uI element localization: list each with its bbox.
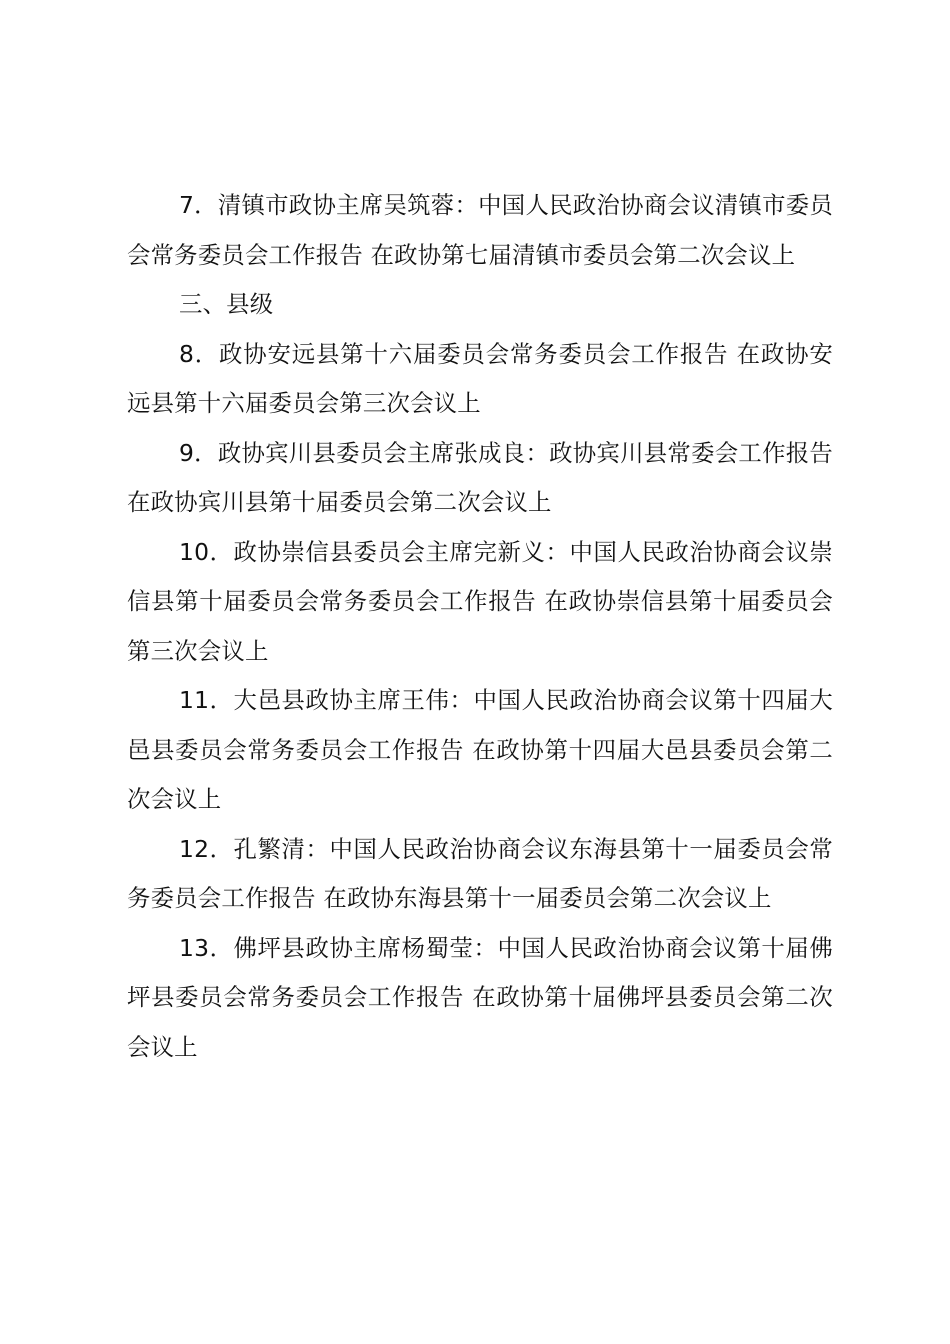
document-body [127, 181, 833, 1072]
list-item-13: 13．佛坪县政协主席杨蜀莹：中国人民政治协商会议第十届佛坪县委员会常务委员会工作报告 在政协第十届佛坪县委员会第二次会议上 [127, 933, 833, 1061]
list-item-9: 9．政协宾川县委员会主席张成良：政协宾川县常委会工作报告 在政协宾川县第十届委员会第二次会议上 [127, 438, 833, 516]
list-item-12: 12．孔繁清：中国人民政治协商会议东海县第十一届委员会常务委员会工作报告 在政协东海县第十一届委员会第二次会议上 [127, 834, 833, 912]
list-item-10: 10．政协崇信县委员会主席完新义：中国人民政治协商会议崇信县第十届委员会常务委员会工作报告 在政协崇信县第十届委员会第三次会议上 [127, 537, 833, 665]
section-heading-county-level: 三、县级 [179, 290, 274, 318]
list-item-8: 8．政协安远县第十六届委员会常务委员会工作报告 在政协安远县第十六届委员会第三次会议上 [127, 339, 833, 417]
list-item-11: 11．大邑县政协主席王伟：中国人民政治协商会议第十四届大邑县委员会常务委员会工作报告 在政协第十四届大邑县委员会第二次会议上 [127, 686, 833, 813]
list-item-7: 7．清镇市政协主席吴筑蓉：中国人民政治协商会议清镇市委员会常务委员会工作报告 在政协第七届清镇市委员会第二次会议上 [127, 191, 833, 269]
